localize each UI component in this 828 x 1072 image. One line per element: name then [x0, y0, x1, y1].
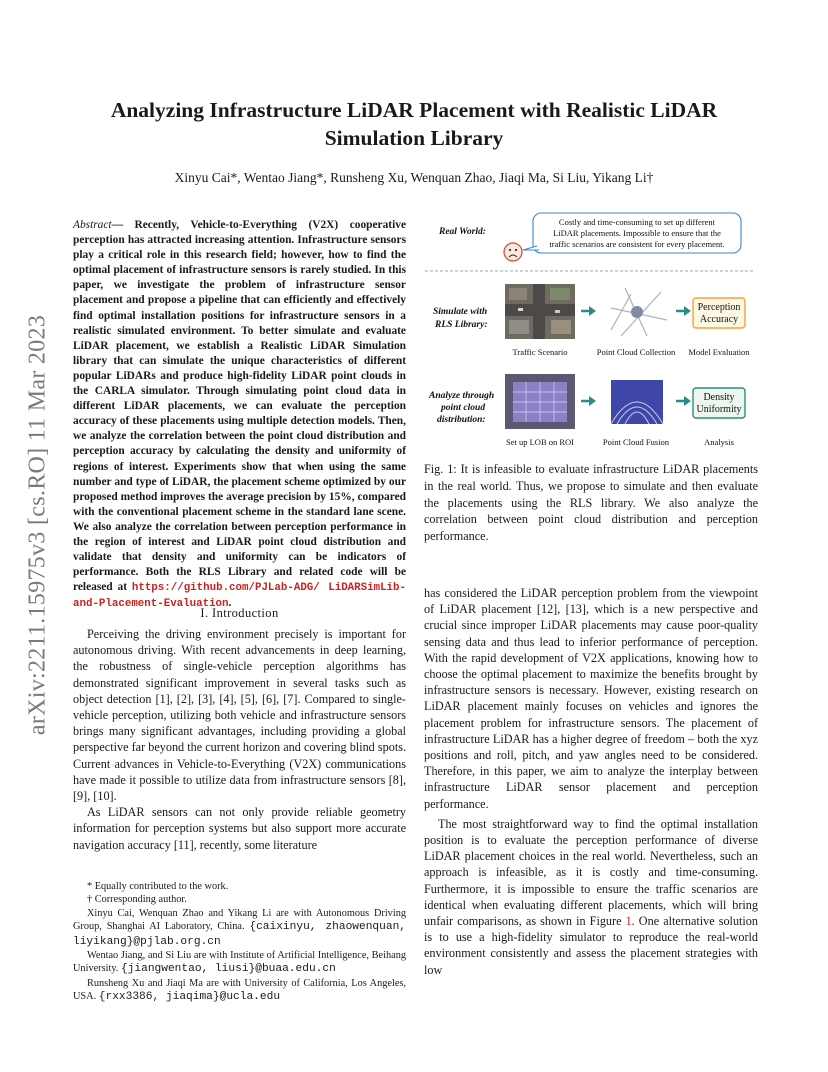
- code-url-link[interactable]: https://github.com/PJLab-ADG/ LiDARSimLib-and-Placement-Evaluation: [73, 582, 406, 611]
- caption-point-cloud-fusion: Point Cloud Fusion: [602, 437, 670, 447]
- figure-label-analyze-3: distribution:: [437, 415, 486, 425]
- footnote-affiliation-3: Runsheng Xu and Jiaqi Ma are with University of California, Los Angeles, USA. {rxx3386, jiaqima}@ucla.edu: [73, 977, 406, 1004]
- figure-label-analyze-1: Analyze through: [429, 391, 495, 401]
- figure-label-real-world: Real World:: [439, 227, 486, 237]
- speech-line-2: LiDAR placements. Impossible to ensure that the: [553, 228, 721, 238]
- abstract-label: Abstract: [73, 219, 112, 231]
- perception-label-2: Accuracy: [699, 314, 739, 325]
- figure-1: [425, 208, 760, 458]
- traffic-scenario-image: [505, 284, 575, 339]
- figure-label-simulate-1: Simulate with: [433, 307, 488, 317]
- footnote-affiliation-2: Wentao Jiang, and Si Liu are with Institute of Artificial Intelligence, Beihang University. {jiangwentao, liusi}@buaa.edu.cn: [73, 950, 406, 976]
- arxiv-identifier: arXiv:2211.15975v3 [cs.RO] 11 Mar 2023: [24, 314, 51, 736]
- caption-setup-lob: Set up LOB on ROI: [506, 437, 574, 447]
- sad-face-icon: [504, 243, 522, 261]
- density-label-2: Uniformity: [696, 404, 742, 415]
- figure-label-analyze-2: point cloud: [441, 403, 486, 413]
- footnote-affiliation-1: Xinyu Cai, Wenquan Zhao and Yikang Li are with Autonomous Driving Group, Shanghai AI Laboratory, China. {caixinyu, zhaowenquan, liyikang}@pjlab.org.cn: [73, 907, 407, 948]
- lob-on-roi-image: [505, 374, 575, 429]
- abstract: Abstract— Recently, Vehicle-to-Everything (V2X) cooperative perception has attracted increasing attention. Infrastructure sensors play a critical role in this research field; however, how to find the optimal placement of infrastructure sensors is rarely studied. In this paper, we investigate the problem of infrastructure sensor placement and propose a pipeline that can efficiently and effectively find optimal installation positions for infrastructure sensors in a realistic simulated environment. To better simulate and evaluate LiDAR placement, we establish a Realistic LiDAR Simulation library that can simulate the unique characteristics of different popular LiDARs and produce high-fidelity LiDAR point clouds in the CARLA simulator. Through simulating point cloud data in different LiDAR placements, we can evaluate the perception accuracy of these placements using multiple detection models. Then, we analyze the correlation between the point cloud distribution and perception accuracy by calculating the density and uniformity of regions of interest. Experiments show that when using the same number and type of LiDAR, the placement scheme optimized by our proposed method improves the average precision by 15%, compared with the conventional placement scheme in the standard lane scene. We also analyze the correlation between perception performance in the region of interest and LiDAR point cloud distribution and validate that density and uniformity can be indicators of performance. Both the RLS Library and related code will be released at https://github.com/PJLab-ADG/ LiDARSimLib-and-Placement-Evaluation.: [73, 219, 406, 611]
- right-column-text: [424, 585, 758, 978]
- caption-model-evaluation: Model Evaluation: [688, 347, 750, 357]
- figure-reference-link[interactable]: 1: [625, 914, 632, 929]
- right-paragraph-1: has considered the LiDAR perception problem from the viewpoint of LiDAR placement [12], [13], which is a new perspective and crucial since improper LiDAR placements may cause poor-quality sensing data and thus lead to inferior performance of perception. With the rapid development of V2X applications, knowing how to choose the optimal placement to maximize the benefits brought by infrastructure sensors is necessary. However, existing research on LiDAR placement mainly focuses on vehicles and ignores the placement problem for infrastructure sensors. The placement of infrastructure LiDAR has a higher degree of freedom – both the xyz positions and roll, pitch, and yaw angles need to be considered. Therefore, in this paper, we aim to analyze the interplay between infrastructure LiDAR sensor placement and perception performance.: [424, 586, 758, 811]
- speech-line-3: traffic scenarios are consistent for every placement.: [549, 239, 725, 249]
- figure-1-caption: Fig. 1: It is infeasible to evaluate infrastructure LiDAR placements in the real world. Thus, we propose to simulate and then evaluate the placements using the RLS library. We also analyze the correlation between point cloud distribution and perception performance.: [424, 462, 758, 544]
- density-label-1: Density: [703, 392, 735, 403]
- intro-paragraph-1: Perceiving the driving environment precisely is important for autonomous driving. With recent advancements in deep learning, the robustness of single-vehicle perception algorithms has demonstrated significant improvement in several tasks such as object detection [1], [2], [3], [4], [5], [6], [7]. Compared to single-vehicle perception, utilizing both vehicle and infrastructure sensors brings many significant advantages, including providing a global perspective far beyond the current horizon and covering blind spots. Current advances in Vehicle-to-Everything (V2X) communications have made it possible to utilize data from infrastructure sensors [8], [9], [10].: [73, 627, 406, 804]
- introduction-text: [73, 626, 406, 853]
- caption-traffic-scenario: Traffic Scenario: [512, 347, 568, 357]
- caption-analysis: Analysis: [704, 437, 734, 447]
- arxiv-sidebar: [18, 290, 58, 760]
- footnote-equal-contribution: * Equally contributed to the work.: [87, 881, 229, 892]
- perception-label-1: Perception: [697, 302, 741, 313]
- point-cloud-fusion-image: [601, 374, 671, 429]
- footnote-corresponding: † Corresponding author.: [87, 894, 187, 906]
- section-heading: I. Introduction: [200, 606, 279, 620]
- paper-title: Analyzing Infrastructure LiDAR Placement with Realistic LiDAR Simulation Library: [110, 98, 718, 150]
- abstract-text: — Recently, Vehicle-to-Everything (V2X) cooperative perception has attracted increasing attention. Infrastructure sensors play a critical role in this research field; however, how to find the optimal placement of infrastructure sensors is rarely studied. In this paper, we investigate the problem of infrastructure sensor placement and propose a pipeline that can efficiently and effectively find optimal installation positions for infrastructure sensors in a realistic simulated environment. To better simulate and evaluate LiDAR placement, we establish a Realistic LiDAR Simulation library that can simulate the unique characteristics of different popular LiDARs and produce high-fidelity LiDAR point clouds in the CARLA simulator. Through simulating point cloud data in different LiDAR placements, we can evaluate the perception accuracy of these placements using multiple detection models. Then, we analyze the correlation between the point cloud distribution and perception accuracy by calculating the density and uniformity of regions of interest. Experiments show that when using the same number and type of LiDAR, the placement scheme optimized by our proposed method improves the average precision by 15%, compared with the conventional placement scheme in the standard lane scene. We also analyze the correlation between perception performance in the region of interest and LiDAR point cloud distribution and validate that density and uniformity can be indicators of performance. Both the RLS Library and related code will be released at: [73, 219, 406, 594]
- author-list: Xinyu Cai*, Wentao Jiang*, Runsheng Xu, Wenquan Zhao, Jiaqi Ma, Si Liu, Yikang Li†: [174, 170, 654, 185]
- footnotes: [73, 880, 406, 1005]
- intro-paragraph-2: As LiDAR sensors can not only provide reliable geometry information for perception systems but also support more accurate navigation accuracy [11], recently, some literature: [73, 805, 406, 852]
- figure-label-simulate-2: RLS Library:: [435, 320, 488, 330]
- caption-point-cloud-collection: Point Cloud Collection: [596, 347, 676, 357]
- right-paragraph-2: The most straightforward way to find the optimal installation position is to evaluate the perception performance of diverse LiDAR placement choices in the real world. Nevertheless, such an approach is infeasible, as it is costly and time-consuming. Furthermore, it is impossible to ensure the traffic scenarios are identical when evaluating different placements, which will bring unfair comparisons, as shown in Figure 1. One alternative solution is to use a high-fidelity simulator to reproduce the real-world environment consistently and assess the placement strategies with low: [424, 816, 758, 977]
- speech-line-1: Costly and time-consuming to set up different: [558, 217, 716, 227]
- point-cloud-collection-image: [601, 284, 671, 339]
